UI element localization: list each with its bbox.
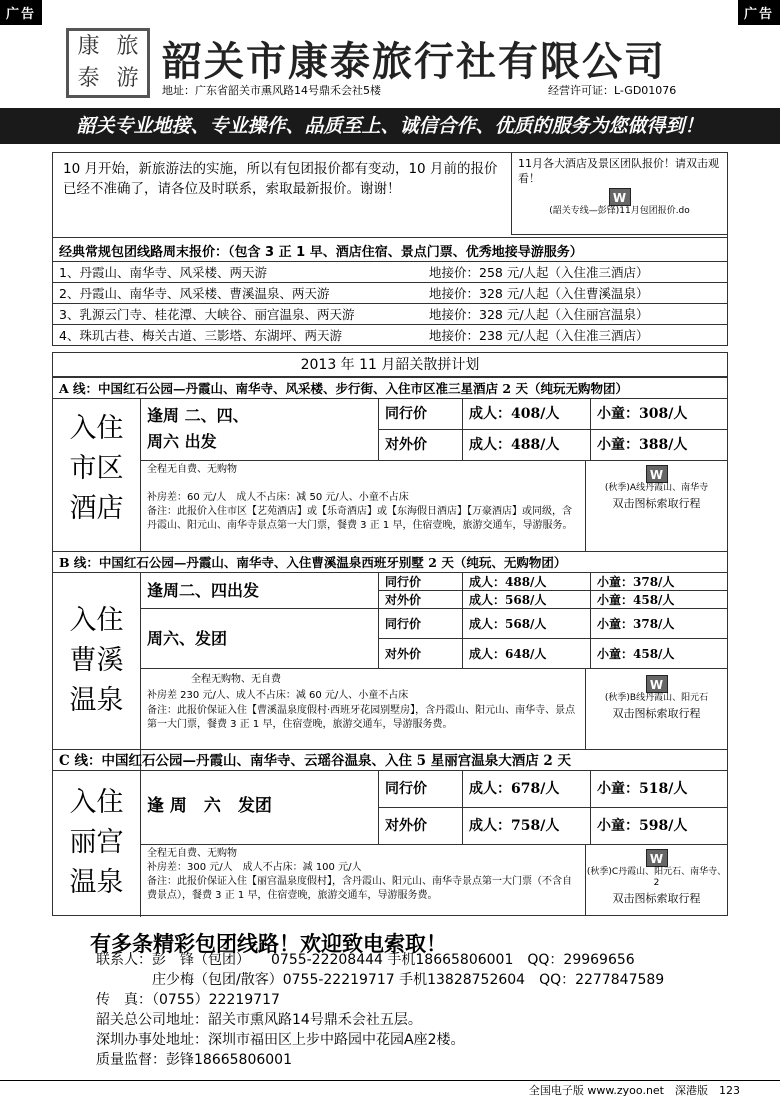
- line-a-note1: 全程无自费、无购物: [147, 464, 237, 475]
- line-c-note1: 全程无自费、无购物: [147, 848, 237, 859]
- slogan-banner: 韶关专业地接、专业操作、品质至上、诚信合作、优质的服务为您做得到！: [0, 108, 780, 144]
- adult-price: 成人：568/人: [463, 609, 591, 639]
- route-text: 4、珠玑古巷、梅关古道、三影塔、东湖坪、两天游: [59, 328, 342, 343]
- quality-line: 质量监督：彭锋18665806001: [96, 1052, 292, 1068]
- request-text: 双击图标索取行程: [612, 497, 701, 510]
- request-text: 双击图标索取行程: [612, 892, 701, 905]
- child-price: 小童：308/人: [591, 399, 727, 430]
- big-text: 温泉: [69, 867, 124, 898]
- sz-address: 深圳办事处地址：深圳市福田区上步中路园中花园A座2楼。: [96, 1032, 465, 1048]
- big-text: 入住: [69, 413, 124, 444]
- child-price: 小童：458/人: [591, 591, 727, 609]
- logo-char: 康: [77, 34, 100, 59]
- contact-line: 庄少梅（包团/散客）0755-22219717 手机13828752604 QQ：2277847589: [96, 972, 665, 988]
- route-price: 地接价：258 元/人起（入住准三酒店）: [429, 265, 649, 280]
- hotel-quote-link[interactable]: [511, 153, 727, 235]
- line-b-days2: 周六、发团: [141, 609, 379, 669]
- big-text: 入住: [69, 787, 124, 818]
- request-text: 双击图标索取行程: [612, 707, 701, 720]
- adult-price: 成人：648/人: [463, 639, 591, 669]
- big-text: 曹溪: [69, 645, 124, 676]
- child-price: 小童：518/人: [591, 771, 727, 808]
- line-c-label: [53, 771, 141, 917]
- child-price: 小童：458/人: [591, 639, 727, 669]
- page-footer: 全国电子版 www.zyoo.net 深港版 123: [0, 1080, 780, 1100]
- child-price: 小童：598/人: [591, 808, 727, 845]
- route-price: 地接价：238 元/人起（入住准三酒店）: [429, 328, 649, 343]
- line-c-note2: 补房差：300 元/人 成人不占床：减 100 元/人: [147, 862, 362, 873]
- days-text: 逢周 二、四、: [147, 406, 249, 425]
- price-type: 对外价: [379, 591, 463, 609]
- line-a-days: [141, 399, 379, 461]
- doc-filename: (韶关专线—彭锋)11月包团报价.do: [549, 206, 690, 216]
- plan-title: 2013 年 11 月韶关散拼计划: [53, 353, 727, 377]
- group-quote-box: [52, 152, 728, 346]
- price-type: 同行价: [379, 771, 463, 808]
- big-text: 酒店: [69, 493, 124, 524]
- adult-price: 成人：678/人: [463, 771, 591, 808]
- word-doc-icon[interactable]: W: [646, 675, 668, 693]
- word-doc-icon[interactable]: W: [609, 188, 631, 206]
- line-a-itinerary[interactable]: [585, 461, 727, 551]
- adult-price: 成人：488/人: [463, 573, 591, 591]
- route-row: [53, 324, 727, 345]
- company-address: 地址：广东省韶关市熏风路14号鼎禾会社5楼: [162, 84, 381, 97]
- route-text: 2、丹霞山、南华寺、风采楼、曹溪温泉、两天游: [59, 286, 330, 301]
- adult-price: 成人：758/人: [463, 808, 591, 845]
- doc-filename: (秋季)C丹霞山、阳元石、南华寺、2: [586, 867, 727, 888]
- line-c-note3: 备注：此报价保证入住【丽宫温泉度假村】，含丹霞山、阳元山、南华寺景点第一大门票（不含自费景点），餐费 3 正 1 早，住宿壹晚，旅游交通车，导游服务费。: [147, 876, 572, 901]
- line-b-note1: 全程无购物、无自费: [191, 674, 281, 685]
- company-logo: [66, 28, 150, 98]
- big-text: 入住: [69, 605, 124, 636]
- big-text: 温泉: [69, 685, 124, 716]
- ad-label-right: 广告: [738, 0, 780, 25]
- word-doc-icon[interactable]: W: [646, 465, 668, 483]
- group-header: 经典常规包团线路周末报价：（包含 3 正 1 早、酒店住宿、景点门票、优秀地接导游服务）: [53, 237, 727, 263]
- line-a-label: [53, 399, 141, 551]
- notice-text: 10 月开始，新旅游法的实施，所以有包团报价都有变动，10 月前的报价已经不准确了，请各位及时联系，索取最新报价。谢谢！: [63, 161, 498, 197]
- line-c-header: C 线：中国红石公园—丹霞山、南华寺、云瑶谷温泉、入住 5 星丽宫温泉大酒店 2 天: [53, 749, 727, 771]
- route-price: 地接价：328 元/人起（入住曹溪温泉）: [429, 286, 649, 301]
- line-b-header: B 线：中国红石公园—丹霞山、南华寺、入住曹溪温泉西班牙别墅 2 天（纯玩、无购物团）: [53, 551, 727, 573]
- price-type: 对外价: [379, 430, 463, 461]
- line-b-note2: 补房差 230 元/人、成人不占床：减 60 元/人、小童不占床: [147, 690, 409, 701]
- big-text: 丽宫: [69, 827, 124, 858]
- fax-line: 传 真：（0755）22219717: [96, 992, 280, 1008]
- price-type: 同行价: [379, 573, 463, 591]
- child-price: 小童：378/人: [591, 609, 727, 639]
- line-a-note3: 备注：此报价入住市区【艺苑酒店】或【乐奇酒店】或【东海假日酒店】【万豪酒店】或同级，含丹霞山、阳元山、南华寺景点第一大门票，餐费 3 正 1 早，住宿壹晚，旅游交通车，导游服务。: [147, 506, 573, 531]
- line-c-itinerary[interactable]: [585, 845, 727, 915]
- price-type: 对外价: [379, 808, 463, 845]
- contact-line: 联系人：彭 锋（包团） 0755-22208444 手机18665806001 QQ：29969656: [96, 952, 635, 968]
- plan-table: [52, 352, 728, 916]
- hq-address: 韶关总公司地址：韶关市熏风路14号鼎禾会社五层。: [96, 1012, 422, 1028]
- adult-price: 成人：568/人: [463, 591, 591, 609]
- route-text: 3、乳源云门寺、桂花潭、大峡谷、丽宫温泉、两天游: [59, 307, 355, 322]
- adult-price: 成人：488/人: [463, 430, 591, 461]
- days-text: 周六 出发: [147, 432, 217, 451]
- logo-char: 泰: [77, 66, 100, 91]
- price-type: 同行价: [379, 399, 463, 430]
- doc-filename: (秋季)B线丹霞山、阳元石: [604, 693, 709, 703]
- route-row: [53, 261, 727, 282]
- company-name: 韶关市康泰旅行社有限公司: [162, 39, 666, 85]
- adult-price: 成人：408/人: [463, 399, 591, 430]
- side-text: 11月各大酒店及景区团队报价！请双击观看！: [518, 157, 719, 185]
- doc-filename: (秋季)A线丹霞山、南华寺: [604, 483, 709, 493]
- logo-char: 游: [116, 66, 139, 91]
- route-row: [53, 303, 727, 324]
- logo-char: 旅: [116, 34, 139, 59]
- line-b-note3: 备注：此报价保证入住【曹溪温泉度假村·西班牙花园别墅房】，含丹霞山、阳元山、南华寺、景点第一大门票，餐费 3 正 1 早，住宿壹晚，旅游交通车，导游服务费。: [147, 705, 576, 730]
- line-b-itinerary[interactable]: [585, 669, 727, 749]
- big-text: 市区: [69, 453, 124, 484]
- child-price: 小童：388/人: [591, 430, 727, 461]
- line-a-note2: 补房差：60 元/人 成人不占床：减 50 元/人、小童不占床: [147, 492, 409, 503]
- ad-label-left: 广告: [0, 0, 42, 25]
- line-a-header: A 线：中国红石公园—丹霞山、南华寺、风采楼、步行街、入住市区准三星酒店 2 天（纯玩无购物团）: [53, 377, 727, 399]
- word-doc-icon[interactable]: W: [646, 849, 668, 867]
- route-text: 1、丹霞山、南华寺、风采楼、两天游: [59, 265, 267, 280]
- line-c-days: 逢 周 六 发团: [141, 771, 379, 845]
- child-price: 小童：378/人: [591, 573, 727, 591]
- route-row: [53, 282, 727, 303]
- license-number: 经营许可证：L-GD01076: [548, 84, 677, 97]
- line-b-label: [53, 573, 141, 773]
- price-type: 对外价: [379, 639, 463, 669]
- route-price: 地接价：328 元/人起（入住丽宫温泉）: [429, 307, 649, 322]
- price-type: 同行价: [379, 609, 463, 639]
- call-to-action: 有多条精彩包团线路！欢迎致电索取！: [90, 932, 447, 956]
- line-b-days1: 逢周二、四出发: [141, 573, 379, 609]
